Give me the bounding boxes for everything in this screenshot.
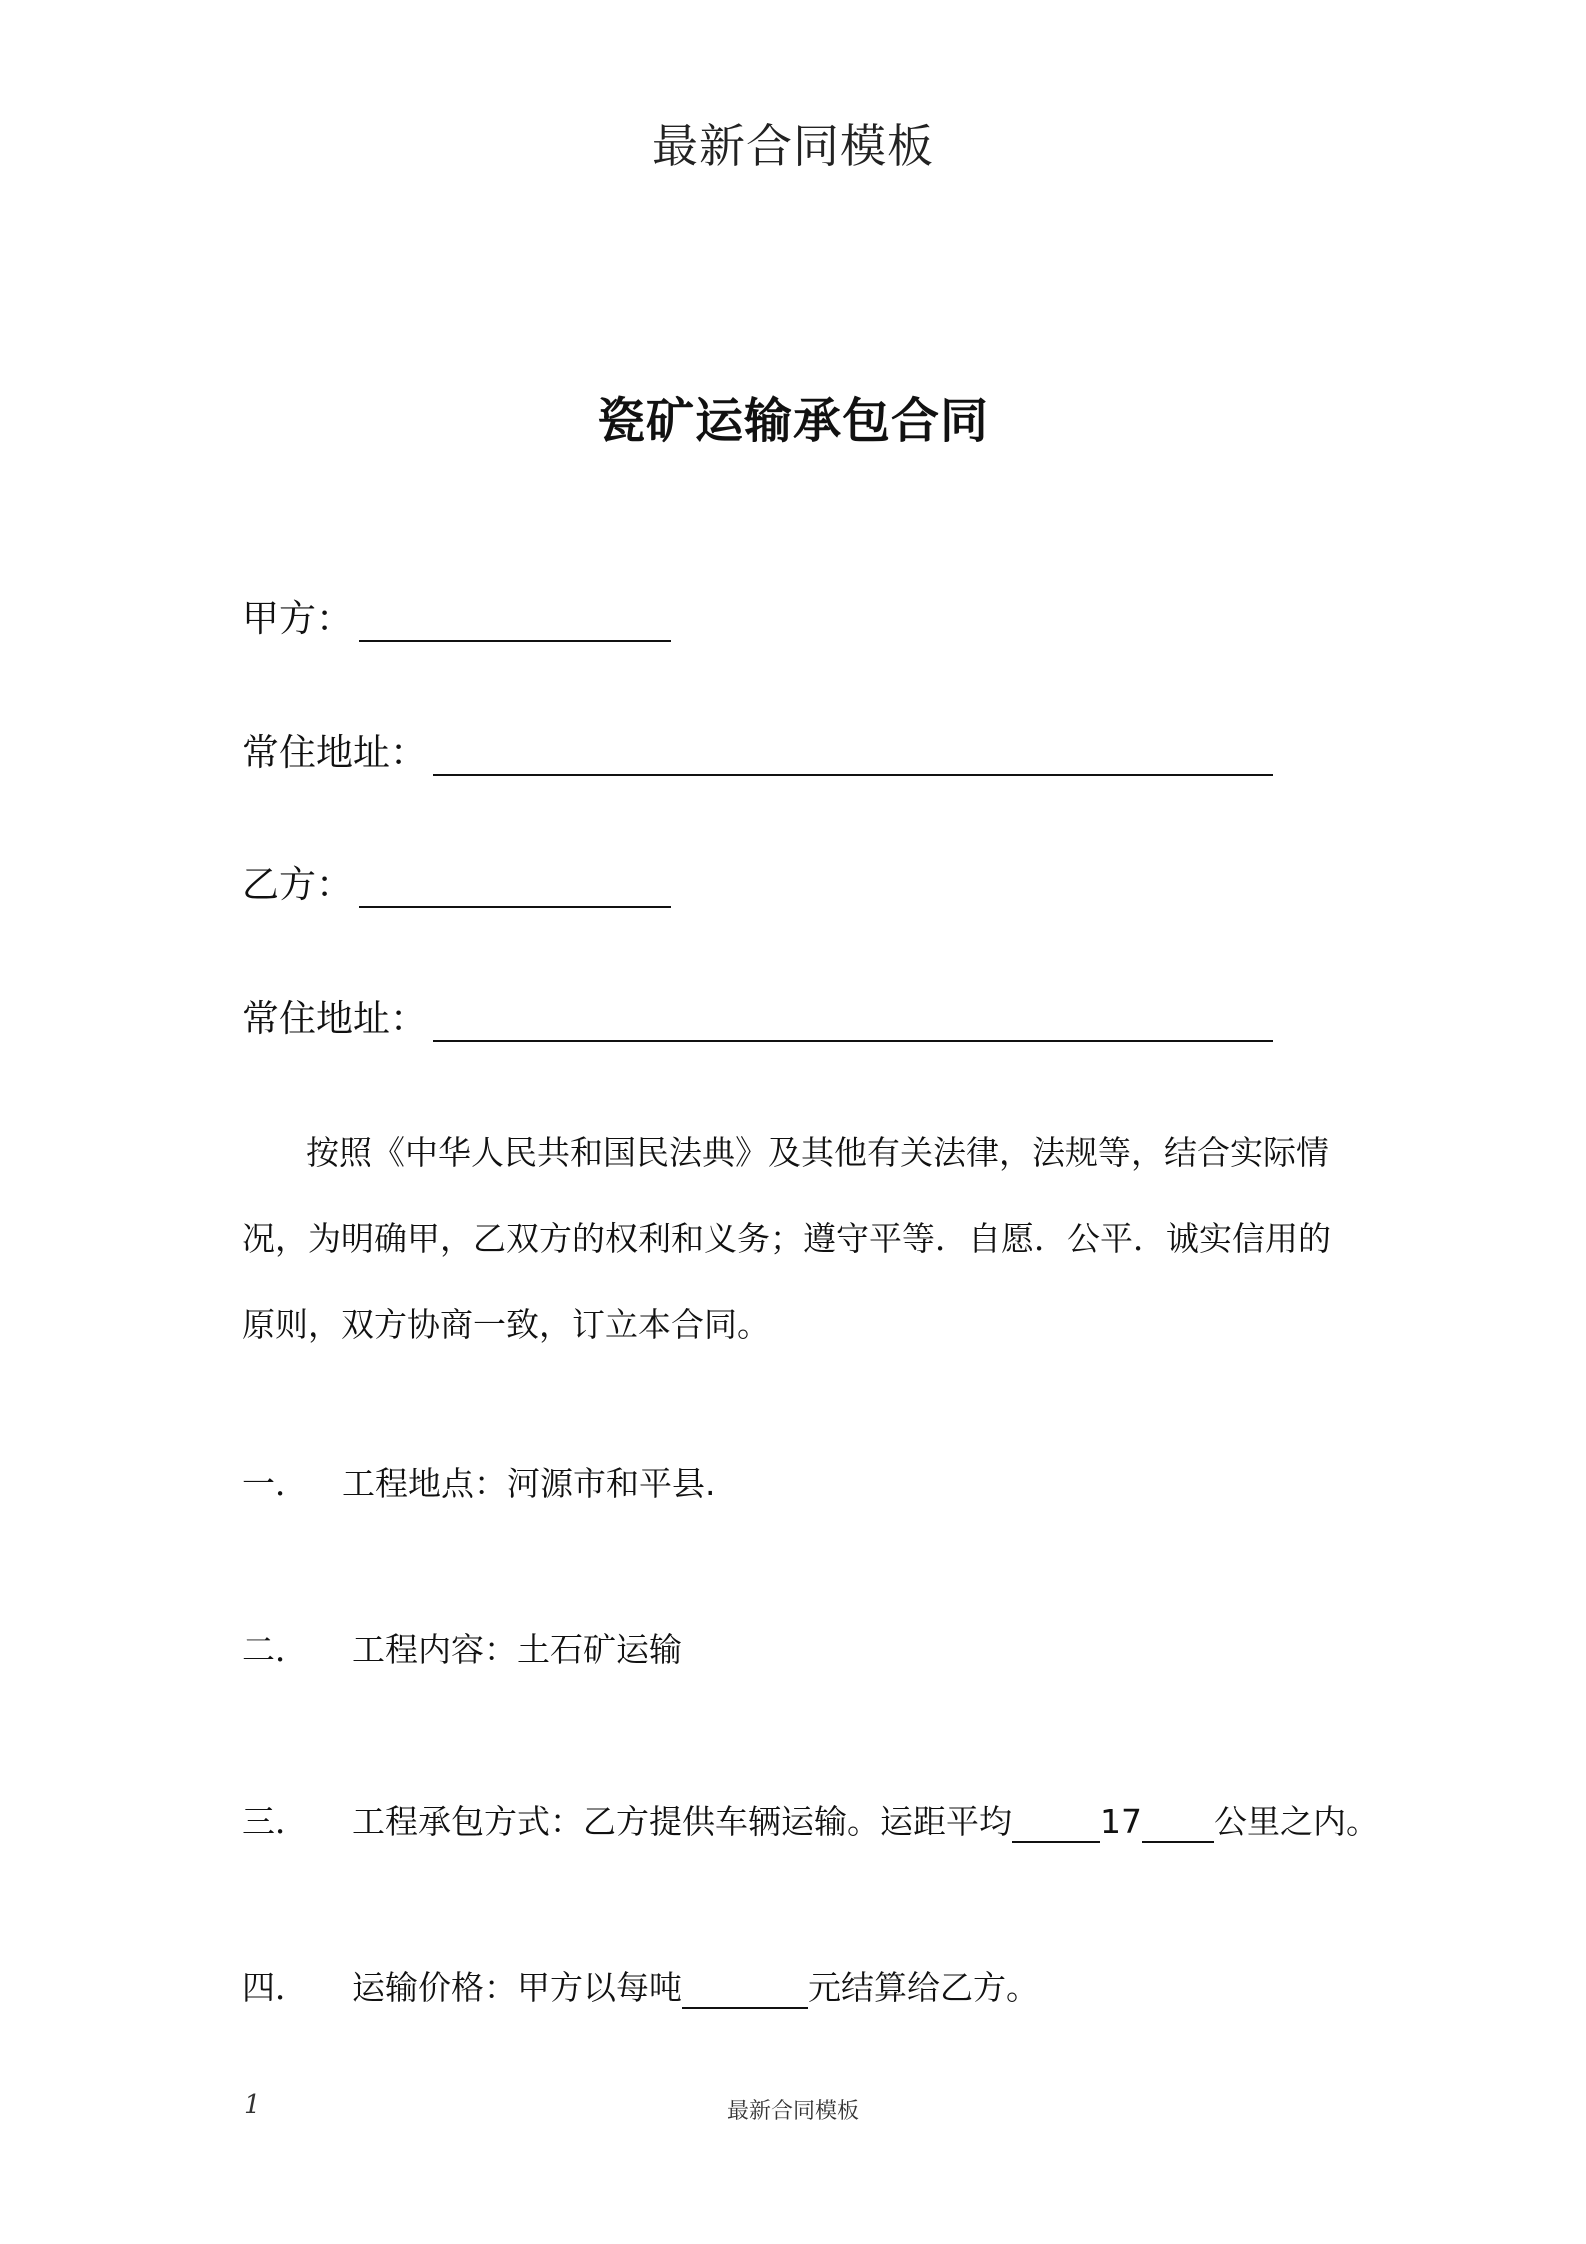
- party-a-blank: [359, 600, 671, 642]
- clause-4: [242, 1962, 1039, 2009]
- party-a-address-blank: [433, 734, 1273, 776]
- clause-2: [242, 1624, 682, 1671]
- clause-1-number: 一．: [242, 1464, 308, 1503]
- footer-page-number: 1: [244, 2090, 261, 2120]
- clause-3-blank-after: [1142, 1807, 1214, 1843]
- page-header-title: 最新合同模板: [652, 119, 934, 173]
- clause-4-text-after: 元结算给乙方。: [808, 1968, 1039, 2007]
- clause-3-text-after: 公里之内。: [1214, 1802, 1379, 1841]
- party-b-address-line: [242, 988, 1273, 1042]
- party-b-address-blank: [433, 1000, 1273, 1042]
- party-b-address-label: 常住地址：: [242, 997, 427, 1040]
- clause-1: [242, 1458, 716, 1505]
- party-b-label: 乙方：: [242, 863, 353, 906]
- document-title: 瓷矿运输承包合同: [596, 393, 989, 449]
- party-a-label: 甲方：: [242, 597, 353, 640]
- clause-2-number: 二．: [242, 1630, 308, 1669]
- party-a-address-line: [242, 722, 1273, 776]
- party-a-line: [242, 588, 671, 642]
- clause-3-number: 三．: [242, 1802, 308, 1841]
- clause-4-number: 四．: [242, 1968, 308, 2007]
- clause-3: [242, 1796, 1379, 1843]
- clause-4-text-before: 运输价格：甲方以每吨: [352, 1968, 682, 2007]
- clause-2-text: 工程内容：土石矿运输: [352, 1630, 682, 1669]
- clause-3-text-before: 工程承包方式：乙方提供车辆运输。运距平均: [352, 1802, 1012, 1841]
- party-b-line: [242, 854, 671, 908]
- party-a-address-label: 常住地址：: [242, 731, 427, 774]
- party-b-blank: [359, 866, 671, 908]
- clause-3-blank-before: [1012, 1807, 1100, 1843]
- intro-paragraph: 按照《中华人民共和国民法典》及其他有关法律，法规等，结合实际情况，为明确甲，乙双方的权利和义务；遵守平等．自愿．公平．诚实信用的原则，双方协商一致，订立本合同。: [242, 1133, 1331, 1344]
- clause-3-distance: 17: [1100, 1802, 1142, 1841]
- clause-4-price-blank: [682, 1973, 808, 2009]
- footer-title: 最新合同模板: [726, 2099, 859, 2124]
- clause-1-text: 工程地点：河源市和平县.: [342, 1464, 716, 1503]
